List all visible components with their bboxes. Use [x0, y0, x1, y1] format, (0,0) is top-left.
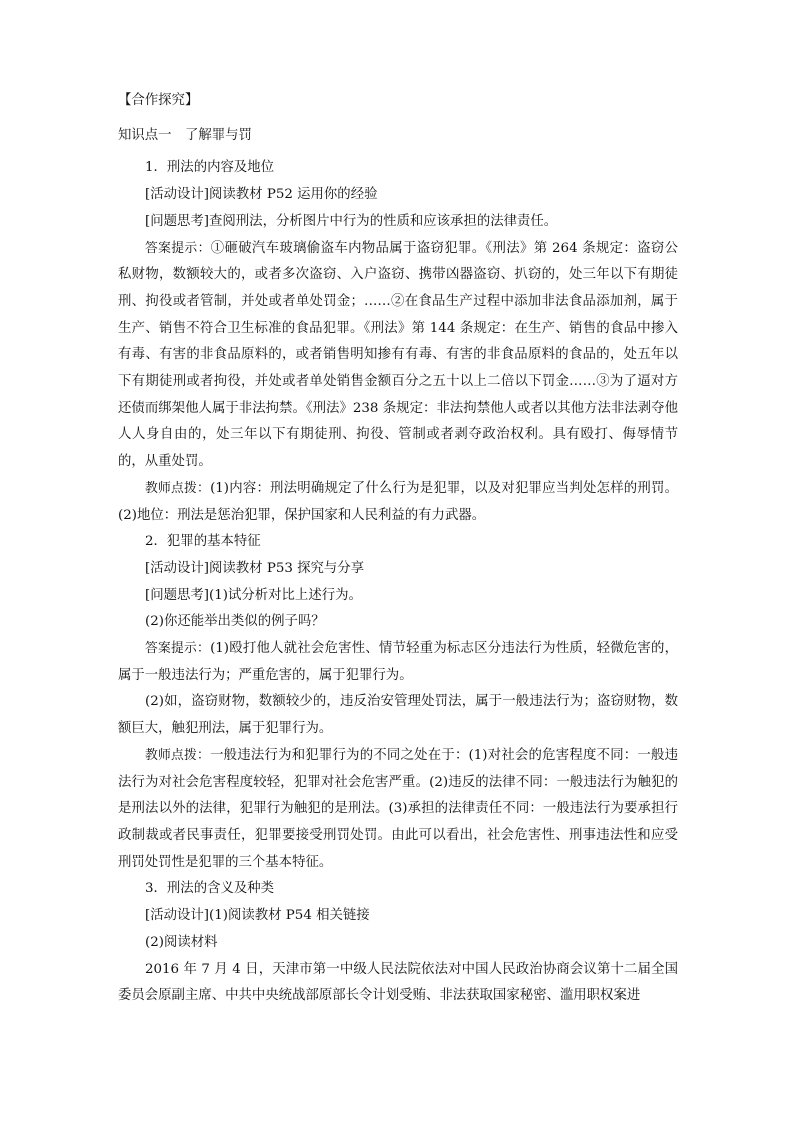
answer-paragraph-1	[118, 236, 678, 476]
subsection-heading-2: 2．犯罪的基本特征	[145, 534, 261, 550]
answer-label: 答案提示：	[145, 240, 211, 256]
teacher-note-label: 教师点拨：	[145, 480, 211, 496]
answer-text: (1)殴打他人就社会危害性、情节轻重为标志区分违法行为性质，轻微危害的，属于一般违法行为；严重危害的，属于犯罪行为。	[118, 641, 679, 683]
question-1: [问题思考]查阅刑法，分析图片中行为的性质和应该承担的法律责任。	[145, 213, 558, 229]
section-heading: 【合作探究】	[118, 93, 199, 108]
answer-paragraph-2	[118, 636, 678, 689]
reading-material-text: 2016 年 7 月 4 日，天津市第一中级人民法院依法对中国人民政治协商会议第十二届全国委员会原副主席、中共中央统战部原部长令计划受贿、非法获取国家秘密、滥用职权案进	[118, 961, 678, 1004]
activity-design-1: [活动设计]阅读教材 P52 运用你的经验	[145, 187, 378, 203]
teacher-note-2	[118, 743, 678, 877]
document-page	[118, 88, 678, 1010]
subsection-heading-3: 3．刑法的含义及种类	[145, 881, 275, 897]
reading-material-label: (2)阅读材料	[145, 934, 218, 950]
teacher-note-1	[118, 476, 678, 529]
teacher-note-text: 一般违法行为和犯罪行为的不同之处在于：(1)对社会的危害程度不同：一般违法行为对社会危害程度较轻，犯罪对社会危害严重。(2)违反的法律不同：一般违法行为触犯的是刑法以外的法律，犯罪行为触犯的是刑法。(3)承担的法律责任不同：一般违法行为要承担行政制裁或者民事责任，犯罪要接受刑罚处罚。由此可以看出，社会危害性、刑事违法性和应受刑罚处罚性是犯罪的三个基本特征。	[118, 747, 679, 870]
teacher-note-label: 教师点拨：	[145, 747, 211, 763]
answer-label: 答案提示：	[145, 641, 211, 657]
subsection-heading-1: 1．刑法的内容及地位	[145, 160, 275, 176]
question-2: [问题思考](1)试分析对比上述行为。	[145, 587, 362, 603]
activity-design-2: [活动设计]阅读教材 P53 探究与分享	[145, 560, 365, 576]
teacher-note-text: (1)内容：刑法明确规定了什么行为是犯罪，以及对犯罪应当判处怎样的刑罚。(2)地位：刑法是惩治犯罪，保护国家和人民利益的有力武器。	[118, 480, 679, 523]
activity-design-3: [活动设计](1)阅读教材 P54 相关链接	[145, 908, 370, 924]
answer-text: ①砸破汽车玻璃偷盗车内物品属于盗窃犯罪。《刑法》第 264 条规定：盗窃公私财物，数额较大的，或者多次盗窃、入户盗窃、携带凶器盗窃、扒窃的，处三年以下有期徒刑、拘役或者管制，并处或者单处罚金；……②在食品生产过程中添加非法食品添加剂，属于生产、销售不符合卫生标准的食品犯罪。《刑法》第 144 条规定：在生产、销售的食品中掺入有毒、有害的非食品原料的，或者销售明知掺有有毒、有害的非食品原料的食品的，处五年以下有期徒刑或者拘役，并处或者单处销售金额百分之五十以上二倍以下罚金……③为了逼对方还债而绑架他人属于非法拘禁。《刑法》238 条规定：非法拘禁他人或者以其他方法非法剥夺他人人身自由的，处三年以下有期徒刑、拘役、管制或者剥夺政治权利。具有殴打、侮辱情节的，从重处罚。	[118, 240, 678, 470]
answer-paragraph-2b: (2)如，盗窃财物，数额较少的，违反治安管理处罚法，属于一般违法行为；盗窃财物，数额巨大，触犯刑法，属于犯罪行为。	[118, 694, 678, 737]
question-2b: (2)你还能举出类似的例子吗？	[145, 614, 325, 630]
knowledge-point-title: 知识点一 了解罪与罚	[118, 127, 252, 143]
